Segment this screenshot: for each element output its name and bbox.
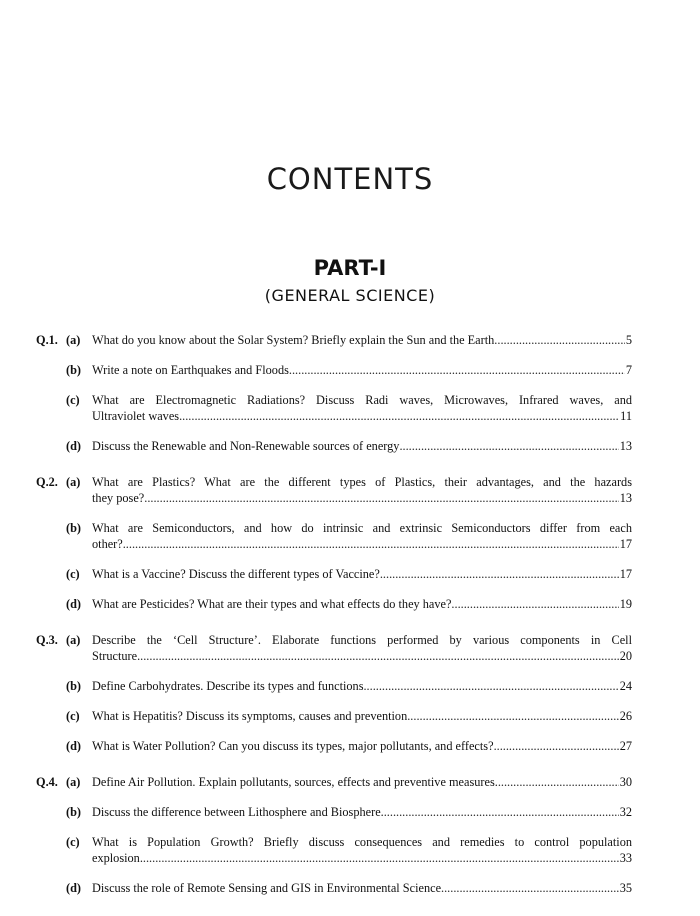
entry-text: What is Water Pollution? Can you discuss its types, major pollutants, and effects? <box>92 739 494 753</box>
page-number: 17 <box>619 537 632 551</box>
entry-letter: (a) <box>66 633 81 647</box>
entry-text: Write a note on Earthquakes and Floods <box>92 363 289 377</box>
question-number: Q.2. <box>36 475 58 489</box>
toc-entry[interactable] <box>36 834 632 866</box>
entry-text: What is a Vaccine? Discuss the different types of Vaccine? <box>92 567 380 581</box>
page-number: 32 <box>619 805 632 819</box>
dot-leader <box>123 536 619 552</box>
page-number: 35 <box>619 881 632 895</box>
dot-leader <box>179 408 619 424</box>
entry-letter: (d) <box>66 439 82 453</box>
entry-text-line: Describe the ‘Cell Structure’. Elaborate functions performed by various components in Cell <box>92 633 632 647</box>
toc-entry[interactable] <box>36 474 632 506</box>
question-group <box>36 774 632 896</box>
dot-leader <box>384 804 619 820</box>
entry-letter: (c) <box>66 835 80 849</box>
dot-leader <box>289 362 625 378</box>
entry-text-line: What are Electromagnetic Radiations? Discuss Radi waves, Microwaves, Infrared waves, and <box>92 393 632 407</box>
page-number: 13 <box>619 439 632 453</box>
question-number: Q.3. <box>36 633 58 647</box>
question-number: Q.4. <box>36 775 58 789</box>
entry-letter: (d) <box>66 739 82 753</box>
toc-entry[interactable] <box>36 880 632 896</box>
toc-entry[interactable] <box>36 392 632 424</box>
dot-leader <box>140 648 619 664</box>
toc-entry[interactable] <box>36 596 632 612</box>
table-of-contents <box>36 332 632 916</box>
question-group <box>36 332 632 454</box>
entry-letter: (b) <box>66 679 82 693</box>
entry-text: explosion. <box>92 851 143 865</box>
toc-entry[interactable] <box>36 520 632 552</box>
entry-text: Define Air Pollution. Explain pollutants, sources, effects and preventive measures. <box>92 775 498 789</box>
entry-letter: (c) <box>66 393 80 407</box>
entry-text-line: What are Semiconductors, and how do intrinsic and extrinsic Semiconductors differ from each <box>92 521 632 535</box>
toc-entry[interactable] <box>36 774 632 790</box>
toc-entry[interactable] <box>36 438 632 454</box>
entry-letter: (b) <box>66 521 82 535</box>
entry-text: Structure. <box>92 649 141 663</box>
page-title: CONTENTS <box>266 162 434 196</box>
toc-entry[interactable] <box>36 678 632 694</box>
page-number: 24 <box>619 679 632 693</box>
dot-leader <box>143 850 619 866</box>
dot-leader <box>399 438 618 454</box>
toc-entry[interactable] <box>36 332 632 348</box>
page-number: 27 <box>619 739 632 753</box>
page-number: 30 <box>619 775 632 789</box>
entry-text: What are Pesticides? What are their types and what effects do they have? <box>92 597 452 611</box>
toc-entry[interactable] <box>36 738 632 754</box>
entry-text: What do you know about the Solar System? Briefly explain the Sun and the Earth <box>92 333 495 347</box>
page-number: 26 <box>619 709 632 723</box>
part-subtitle: (GENERAL SCIENCE) <box>264 286 436 305</box>
entry-text: they pose? <box>92 491 145 505</box>
entry-letter: (a) <box>66 333 81 347</box>
entry-text: Ultraviolet waves <box>92 409 180 423</box>
entry-text: Discuss the role of Remote Sensing and GIS in Environmental Science <box>92 881 442 895</box>
toc-entry[interactable] <box>36 632 632 664</box>
entry-letter: (d) <box>66 597 82 611</box>
entry-letter: (b) <box>66 363 82 377</box>
page-number: 5 <box>625 333 632 347</box>
entry-letter: (a) <box>66 475 81 489</box>
dot-leader <box>380 566 619 582</box>
dot-leader <box>441 880 619 896</box>
question-group <box>36 632 632 754</box>
entry-text: Discuss the Renewable and Non-Renewable sources of energy <box>92 439 400 453</box>
page-number: 33 <box>619 851 632 865</box>
dot-leader <box>407 708 618 724</box>
dot-leader <box>363 678 618 694</box>
entry-text: What is Hepatitis? Discuss its symptoms, causes and prevention <box>92 709 408 723</box>
toc-entry[interactable] <box>36 566 632 582</box>
dot-leader <box>144 490 618 506</box>
toc-entry[interactable] <box>36 804 632 820</box>
entry-letter: (c) <box>66 709 80 723</box>
page-number: 7 <box>625 363 632 377</box>
page-number: 20 <box>619 649 632 663</box>
entry-letter: (b) <box>66 805 82 819</box>
entry-text-line: What are Plastics? What are the different types of Plastics, their advantages, and the hazards <box>92 475 632 489</box>
dot-leader <box>498 774 619 790</box>
entry-text: Define Carbohydrates. Describe its types and functions <box>92 679 364 693</box>
entry-text: other? <box>92 537 123 551</box>
dot-leader <box>494 332 625 348</box>
toc-entry[interactable] <box>36 708 632 724</box>
dot-leader <box>494 738 619 754</box>
entry-letter: (a) <box>66 775 81 789</box>
toc-entry[interactable] <box>36 362 632 378</box>
dot-leader <box>451 596 618 612</box>
entry-text-line: What is Population Growth? Briefly discuss consequences and remedies to control population <box>92 835 632 849</box>
page-number: 13 <box>619 491 632 505</box>
entry-letter: (d) <box>66 881 82 895</box>
part-heading: PART-I <box>313 256 387 280</box>
entry-letter: (c) <box>66 567 80 581</box>
page-number: 17 <box>619 567 632 581</box>
question-number: Q.1. <box>36 333 58 347</box>
page-number: 19 <box>619 597 632 611</box>
page-number: 11 <box>620 409 632 423</box>
question-group <box>36 474 632 612</box>
entry-text: Discuss the difference between Lithosphere and Biosphere. <box>92 805 384 819</box>
